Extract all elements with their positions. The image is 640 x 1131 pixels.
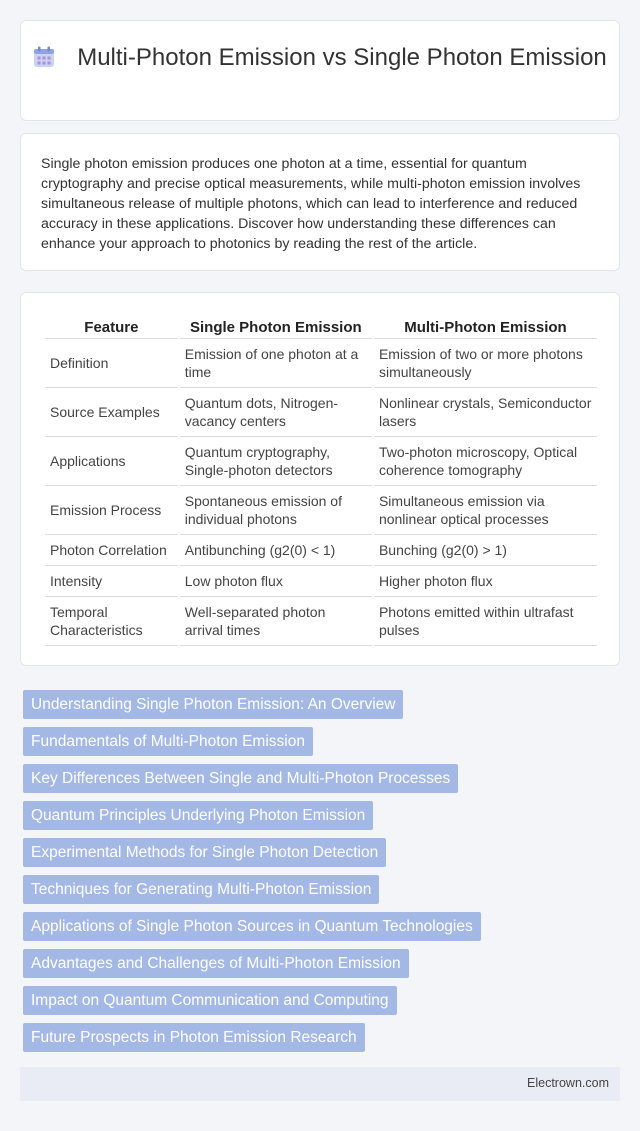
table-cell: Well-separated photon arrival times bbox=[180, 597, 372, 646]
title-card bbox=[20, 20, 620, 121]
table-cell: Spontaneous emission of individual photons bbox=[180, 486, 372, 535]
table-cell: Bunching (g2(0) > 1) bbox=[374, 535, 597, 566]
table-cell: Antibunching (g2(0) < 1) bbox=[180, 535, 372, 566]
topic-link-advantages-challenges[interactable]: Advantages and Challenges of Multi-Photon Emission bbox=[23, 949, 409, 978]
footer-brand: Electrown.com bbox=[527, 1076, 609, 1090]
table-row bbox=[45, 486, 597, 535]
page-title-container bbox=[21, 43, 619, 72]
page-title: Multi-Photon Emission vs Single Photon Emission bbox=[77, 44, 607, 71]
topic-link-quantum-principles[interactable]: Quantum Principles Underlying Photon Emission bbox=[23, 801, 373, 830]
table-cell: Quantum cryptography, Single-photon detectors bbox=[180, 437, 372, 486]
topic-link-quantum-applications[interactable]: Applications of Single Photon Sources in Quantum Technologies bbox=[23, 912, 481, 941]
column-header-single: Single Photon Emission bbox=[180, 315, 372, 339]
topic-link-key-differences[interactable]: Key Differences Between Single and Multi-Photon Processes bbox=[23, 764, 458, 793]
table-cell: Quantum dots, Nitrogen-vacancy centers bbox=[180, 388, 372, 437]
topic-link-multi-photon-fundamentals[interactable]: Fundamentals of Multi-Photon Emission bbox=[23, 727, 313, 756]
table-row bbox=[45, 437, 597, 486]
table-header-row bbox=[45, 315, 597, 339]
table-cell: Nonlinear crystals, Semiconductor lasers bbox=[374, 388, 597, 437]
table-row bbox=[45, 597, 597, 646]
table-cell: Two-photon microscopy, Optical coherence tomography bbox=[374, 437, 597, 486]
table-row bbox=[45, 566, 597, 597]
calendar-icon bbox=[33, 46, 55, 68]
table-row bbox=[45, 339, 597, 388]
table-cell: Applications bbox=[45, 437, 178, 486]
table-cell: Low photon flux bbox=[180, 566, 372, 597]
table-cell: Definition bbox=[45, 339, 178, 388]
table-row bbox=[45, 388, 597, 437]
intro-card bbox=[20, 133, 620, 271]
topic-link-communication-computing[interactable]: Impact on Quantum Communication and Computing bbox=[23, 986, 397, 1015]
intro-paragraph: Single photon emission produces one photon at a time, essential for quantum cryptography and precise optical measurements, while multi-photon emission involves simultaneous release of multiple photons, which can lead to interference and reduced accuracy in these applications. Discover how understanding these differences can enhance your approach to photonics by reading the rest of the article. bbox=[41, 156, 581, 252]
table-cell: Higher photon flux bbox=[374, 566, 597, 597]
topic-link-experimental-methods[interactable]: Experimental Methods for Single Photon Detection bbox=[23, 838, 386, 867]
topic-link-future-prospects[interactable]: Future Prospects in Photon Emission Research bbox=[23, 1023, 365, 1052]
table-cell: Emission Process bbox=[45, 486, 178, 535]
topic-link-generation-techniques[interactable]: Techniques for Generating Multi-Photon Emission bbox=[23, 875, 379, 904]
table-cell: Emission of two or more photons simultaneously bbox=[374, 339, 597, 388]
column-header-multi: Multi-Photon Emission bbox=[374, 315, 597, 339]
table-row bbox=[45, 535, 597, 566]
column-header-feature: Feature bbox=[45, 315, 178, 339]
comparison-table bbox=[43, 315, 599, 646]
table-cell: Photons emitted within ultrafast pulses bbox=[374, 597, 597, 646]
table-cell: Simultaneous emission via nonlinear optical processes bbox=[374, 486, 597, 535]
comparison-card bbox=[20, 292, 620, 666]
table-cell: Temporal Characteristics bbox=[45, 597, 178, 646]
table-cell: Emission of one photon at a time bbox=[180, 339, 372, 388]
topic-link-single-photon-overview[interactable]: Understanding Single Photon Emission: An Overview bbox=[23, 690, 403, 719]
table-cell: Photon Correlation bbox=[45, 535, 178, 566]
table-cell: Source Examples bbox=[45, 388, 178, 437]
footer bbox=[20, 1067, 620, 1101]
table-cell: Intensity bbox=[45, 566, 178, 597]
